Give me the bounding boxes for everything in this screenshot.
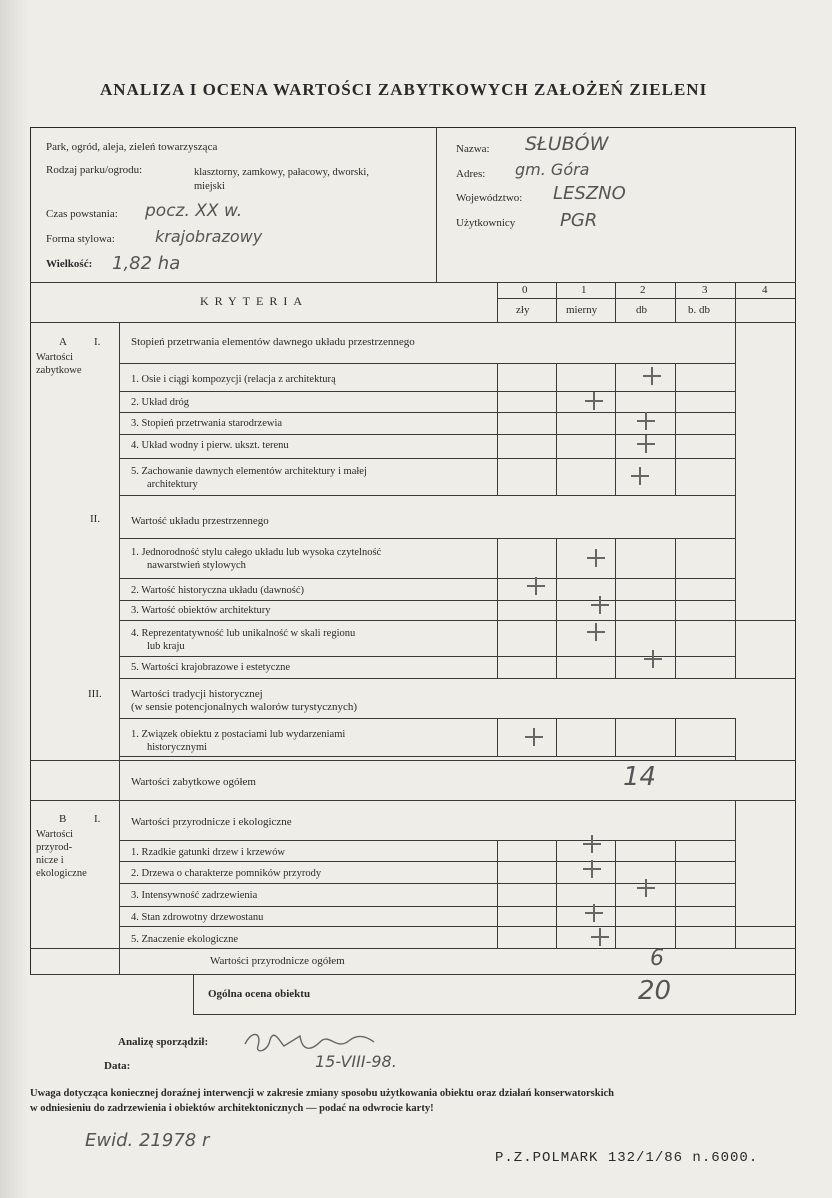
score-mark	[630, 466, 650, 486]
grid-col	[556, 363, 557, 495]
row-line	[119, 840, 735, 841]
group2-item-2: 2. Wartość historyczna układu (dawność)	[131, 585, 305, 596]
score-label-1: mierny	[566, 304, 598, 316]
score-header-bottom	[30, 322, 796, 323]
section-a-bottom	[30, 800, 796, 801]
row-line	[119, 600, 735, 601]
group3-item-1b: historycznymi	[147, 742, 208, 753]
header-bottom	[30, 282, 796, 283]
row-line	[119, 458, 735, 459]
grid-col	[675, 718, 676, 756]
score-mark	[590, 595, 610, 615]
row-line	[30, 948, 796, 949]
score-mark	[636, 434, 656, 454]
nazwa-value: SŁUBÓW	[525, 133, 609, 155]
group-b-item-5: 5. Znaczenie ekologiczne	[131, 934, 238, 945]
score-mark	[582, 859, 602, 879]
group2-item-4b: lub kraju	[147, 641, 185, 652]
group1-item-5b: architektury	[147, 479, 198, 490]
score-mark	[642, 366, 662, 386]
score-mark	[526, 576, 546, 596]
rodzaj-label: Rodzaj parku/ogrodu:	[46, 164, 143, 176]
grid-col	[497, 718, 498, 756]
col-line-0	[497, 282, 498, 322]
row-line	[119, 718, 735, 719]
date-label: Data:	[104, 1060, 131, 1072]
grid-col	[615, 363, 616, 495]
grid-col	[615, 718, 616, 756]
frame-right	[795, 127, 796, 1015]
score-mark	[586, 622, 606, 642]
grid-col	[735, 800, 736, 948]
score-label-3: b. db	[688, 304, 710, 316]
group2-item-1: 1. Jednorodność stylu całego układu lub wysoka czytelność	[131, 547, 382, 558]
rodzaj-options-2: miejski	[194, 181, 225, 192]
ewid-note: Ewid. 21978 r	[85, 1130, 210, 1151]
row-line	[119, 620, 795, 621]
row-line	[119, 495, 735, 496]
score-header-mid	[497, 298, 795, 299]
score-mark	[584, 391, 604, 411]
uzytkownicy-value: PGR	[560, 210, 598, 231]
wojewodztwo-value: LESZNO	[553, 183, 626, 204]
group-b-item-4: 4. Stan zdrowotny drzewostanu	[131, 912, 264, 923]
total-a-value: 14	[623, 762, 657, 792]
section-b-bottom	[30, 974, 796, 975]
total-b-label: Wartości przyrodnicze ogółem	[210, 955, 345, 967]
row-line	[119, 538, 735, 539]
section-a-name-2: zabytkowe	[36, 365, 82, 376]
grid-col	[497, 538, 498, 678]
grid-col	[615, 538, 616, 678]
score-mark	[582, 834, 602, 854]
print-code: P.Z.POLMARK 132/1/86 n.6000.	[495, 1150, 759, 1166]
score-mark	[643, 649, 663, 669]
overall-left	[193, 974, 194, 1015]
row-line	[119, 926, 795, 927]
group1-item-4: 4. Układ wodny i pierw. ukszt. terenu	[131, 440, 289, 451]
section-b-letter: B	[59, 813, 67, 825]
section-a-letter: A	[59, 336, 67, 348]
binding-edge	[0, 0, 28, 1198]
group2-item-5: 5. Wartości krajobrazowe i estetyczne	[131, 662, 291, 673]
grid-col	[497, 840, 498, 948]
group2-item-3: 3. Wartość obiektów architektury	[131, 605, 271, 616]
nazwa-label: Nazwa:	[456, 143, 490, 155]
row-line	[119, 391, 735, 392]
group2-item-4: 4. Reprezentatywność lub unikalność w skali regionu	[131, 628, 356, 639]
section-b-name-1: Wartości	[36, 829, 74, 840]
overall-bottom	[193, 1014, 796, 1015]
overall-label: Ogólna ocena obiektu	[208, 988, 311, 1000]
row-line	[119, 861, 735, 862]
score-mark	[636, 878, 656, 898]
park-line: Park, ogród, aleja, zieleń towarzysząca	[46, 141, 218, 153]
section-a-roman: I.	[94, 336, 101, 348]
forma-label: Forma stylowa:	[46, 233, 115, 245]
group2-roman: II.	[90, 513, 101, 525]
forma-value: krajobrazowy	[155, 227, 263, 246]
group1-item-3: 3. Stopień przetrwania starodrzewia	[131, 418, 283, 429]
row-line	[119, 756, 735, 757]
kryteria-heading: KRYTERIA	[200, 294, 308, 308]
section-b-roman: I.	[94, 813, 101, 825]
grid-col	[497, 363, 498, 495]
score-mark	[524, 727, 544, 747]
note-line-2: w odniesieniu do zadrzewienia i obiektów architektonicznych — podać na odwrocie karty!	[30, 1103, 434, 1114]
group3-roman: III.	[88, 688, 102, 700]
total-b-value: 6	[650, 946, 664, 971]
group-b-item-3: 3. Intensywność zadrzewienia	[131, 890, 258, 901]
section-a-name-1: Wartości	[36, 352, 74, 363]
group1-item-2: 2. Układ dróg	[131, 397, 190, 408]
overall-value: 20	[638, 976, 672, 1006]
score-mark	[636, 411, 656, 431]
row-line	[30, 760, 796, 761]
grid-col	[735, 322, 736, 678]
col-line-3	[675, 282, 676, 322]
adres-value: gm. Góra	[515, 160, 590, 179]
score-mark	[584, 903, 604, 923]
score-label-2: db	[636, 304, 647, 316]
group3-subtitle: (w sensie potencjonalnych walorów turystycznych)	[131, 701, 358, 713]
grid-col	[615, 840, 616, 948]
score-mark	[586, 548, 606, 568]
group3-item-1: 1. Związek obiektu z postaciami lub wydarzeniami	[131, 729, 346, 740]
wielkosc-label: Wielkość:	[46, 258, 93, 270]
group1-item-1: 1. Osie i ciągi kompozycji (relacja z architekturą	[131, 374, 336, 385]
group3-title: Wartości tradycji historycznej	[131, 688, 263, 700]
group2-title: Wartość układu przestrzennego	[131, 515, 269, 527]
score-4: 4	[762, 284, 768, 296]
header-divider	[436, 127, 437, 282]
analyst-label: Analizę sporządził:	[118, 1036, 209, 1048]
group-b-item-1: 1. Rzadkie gatunki drzew i krzewów	[131, 847, 285, 858]
grid-col	[675, 538, 676, 678]
section-b-name-3: nicze i	[36, 855, 64, 866]
grid-col	[735, 718, 736, 760]
score-1: 1	[581, 284, 587, 296]
score-mark	[590, 927, 610, 947]
date-value: 15-VIII-98.	[315, 1052, 397, 1071]
group-b-title: Wartości przyrodnicze i ekologiczne	[131, 816, 292, 828]
grid-col	[675, 840, 676, 948]
col-line-1	[556, 282, 557, 322]
czas-label: Czas powstania:	[46, 208, 118, 220]
adres-label: Adres:	[456, 168, 486, 180]
section-b-name-2: przyrod-	[36, 842, 73, 853]
group1-title: Stopień przetrwania elementów dawnego układu przestrzennego	[131, 336, 415, 348]
grid-col	[675, 363, 676, 495]
frame-left	[30, 127, 31, 975]
col-line-2	[615, 282, 616, 322]
col-line-4	[735, 282, 736, 322]
czas-value: pocz. XX w.	[145, 201, 243, 221]
row-line	[119, 578, 735, 579]
group1-item-5: 5. Zachowanie dawnych elementów architektury i małej	[131, 466, 367, 477]
row-line	[119, 363, 735, 364]
grid-col	[556, 718, 557, 756]
group2-item-1b: nawarstwień stylowych	[147, 560, 246, 571]
wojewodztwo-label: Województwo:	[456, 192, 523, 204]
row-line	[119, 678, 795, 679]
rodzaj-options: klasztorny, zamkowy, pałacowy, dworski,	[194, 167, 369, 178]
score-0: 0	[522, 284, 528, 296]
page-title: ANALIZA I OCENA WARTOŚCI ZABYTKOWYCH ZAŁOŻEŃ ZIELENI	[100, 80, 708, 99]
note-line-1: Uwaga dotycząca koniecznej doraźnej interwencji w zakresie zmiany sposobu użytkowania obiektu oraz działań konserwatorskich	[30, 1088, 614, 1099]
frame-top	[30, 127, 796, 128]
group-b-item-2: 2. Drzewa o charakterze pomników przyrody	[131, 868, 322, 879]
section-a-divider	[119, 322, 120, 800]
score-2: 2	[640, 284, 646, 296]
total-a-label: Wartości zabytkowe ogółem	[131, 776, 256, 788]
row-line	[119, 906, 735, 907]
score-label-0: zły	[516, 304, 530, 316]
wielkosc-value: 1,82 ha	[112, 253, 181, 274]
grid-col	[556, 538, 557, 678]
grid-col	[556, 840, 557, 948]
score-3: 3	[702, 284, 708, 296]
section-b-name-4: ekologiczne	[36, 868, 87, 879]
uzytkownicy-label: Użytkownicy	[456, 217, 516, 229]
